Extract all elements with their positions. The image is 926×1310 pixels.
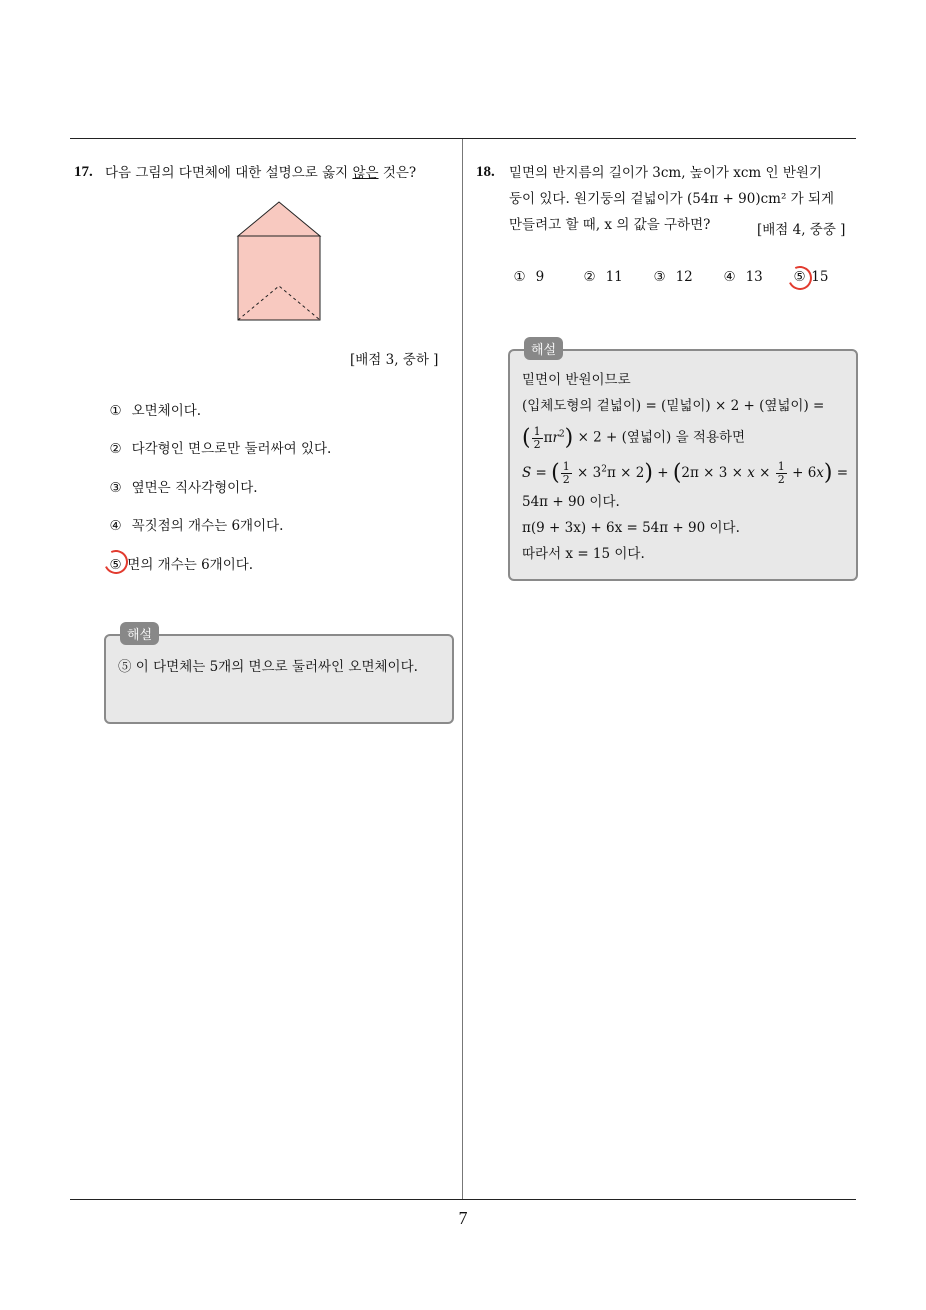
sol-line-3 [522, 419, 852, 453]
sol-line-3-text: × 2 + (옆넓이) 을 적용하면 [577, 429, 746, 446]
q17-option-2[interactable] [108, 437, 331, 457]
top-rule [70, 138, 856, 139]
q17-number: 17. [74, 164, 93, 180]
q17-solution-tag: 해설 [120, 622, 159, 645]
q17-option-5[interactable] [108, 553, 253, 573]
option-number: ① [109, 403, 122, 419]
q18-line-2: 둥이 있다. 원기둥의 겉넓이가 (54π + 90)cm² 가 되게 [509, 191, 835, 207]
q18-line-3: 만들려고 할 때, x 의 값을 구하면? [509, 217, 711, 233]
q18-number: 18. [476, 164, 495, 180]
q18-option-3[interactable] [652, 269, 693, 285]
sol-line-6: π(9 + 3x) + 6x = 54π + 90 이다. [522, 520, 740, 536]
q18-solution-tag: 해설 [524, 337, 563, 360]
option-number: ② [109, 441, 122, 457]
q17-solution-box [104, 628, 454, 724]
option-number: ③ [653, 269, 666, 285]
sol-line-7: 따라서 x = 15 이다. [522, 546, 645, 562]
q17-option-3[interactable] [108, 476, 258, 496]
option-text: 13 [745, 269, 763, 285]
sol-line-2: (입체도형의 겉넓이) = (밑넓이) × 2 + (옆넓이) = [522, 398, 825, 414]
sol-line-3-formula: ( $\frac{1}{2}$ $\pi r^2$) [522, 424, 574, 451]
q18-answer-mark [785, 263, 816, 294]
option-text: 12 [675, 269, 693, 285]
sol-line-5: 54π + 90 이다. [522, 494, 620, 510]
sol-line-1: 밑면이 반원이므로 [522, 372, 631, 388]
q18-solution-box [508, 343, 858, 581]
q18-score-level: [배점 4, 중중 ] [757, 222, 846, 238]
option-number: ⑤ [109, 557, 122, 573]
q17-solution-text: ⑤ 이 다면체는 5개의 면으로 둘러싸인 오면체이다. [118, 659, 418, 675]
option-text: 11 [605, 269, 623, 285]
bottom-rule [70, 1199, 856, 1200]
option-text: 다각형인 면으로만 둘러싸여 있다. [131, 441, 332, 457]
sol-line-4: S = ( $\frac{1}{2}$ × $3^2\pi \times 2) + (2\pi \times 3 \times x$ × $\frac{1}{2}$ + 6x) = [522, 459, 849, 486]
q17-option-4[interactable] [108, 514, 283, 534]
q17-polyhedron-figure [236, 200, 324, 324]
option-number: ② [583, 269, 596, 285]
option-number: ⑤ [793, 269, 806, 285]
q17-score-level: [배점 3, 중하 ] [350, 352, 439, 368]
column-divider [462, 139, 463, 1199]
q18-line-1: 밑면의 반지름의 길이가 3cm, 높이가 xcm 인 반원기 [509, 165, 822, 181]
page-number: 7 [458, 1208, 468, 1228]
option-number: ④ [109, 518, 122, 534]
option-text: 오면체이다. [131, 403, 202, 419]
q18-solution-body [522, 367, 852, 567]
option-text: 옆면은 직사각형이다. [131, 480, 258, 496]
q18-option-2[interactable] [582, 269, 623, 285]
option-text: 꼭짓점의 개수는 6개이다. [131, 518, 284, 534]
option-number: ③ [109, 480, 122, 496]
option-number: ④ [723, 269, 736, 285]
q17-question: 다음 그림의 다면체에 대한 설명으로 옳지 않은 것은? [105, 165, 417, 181]
q18-option-1[interactable] [512, 269, 544, 285]
option-text: 15 [811, 269, 829, 285]
option-number: ① [513, 269, 526, 285]
option-text: 9 [535, 269, 545, 285]
q18-option-4[interactable] [722, 269, 763, 285]
option-text: 면의 개수는 6개이다. [127, 557, 254, 573]
q17-option-1[interactable] [108, 399, 201, 419]
